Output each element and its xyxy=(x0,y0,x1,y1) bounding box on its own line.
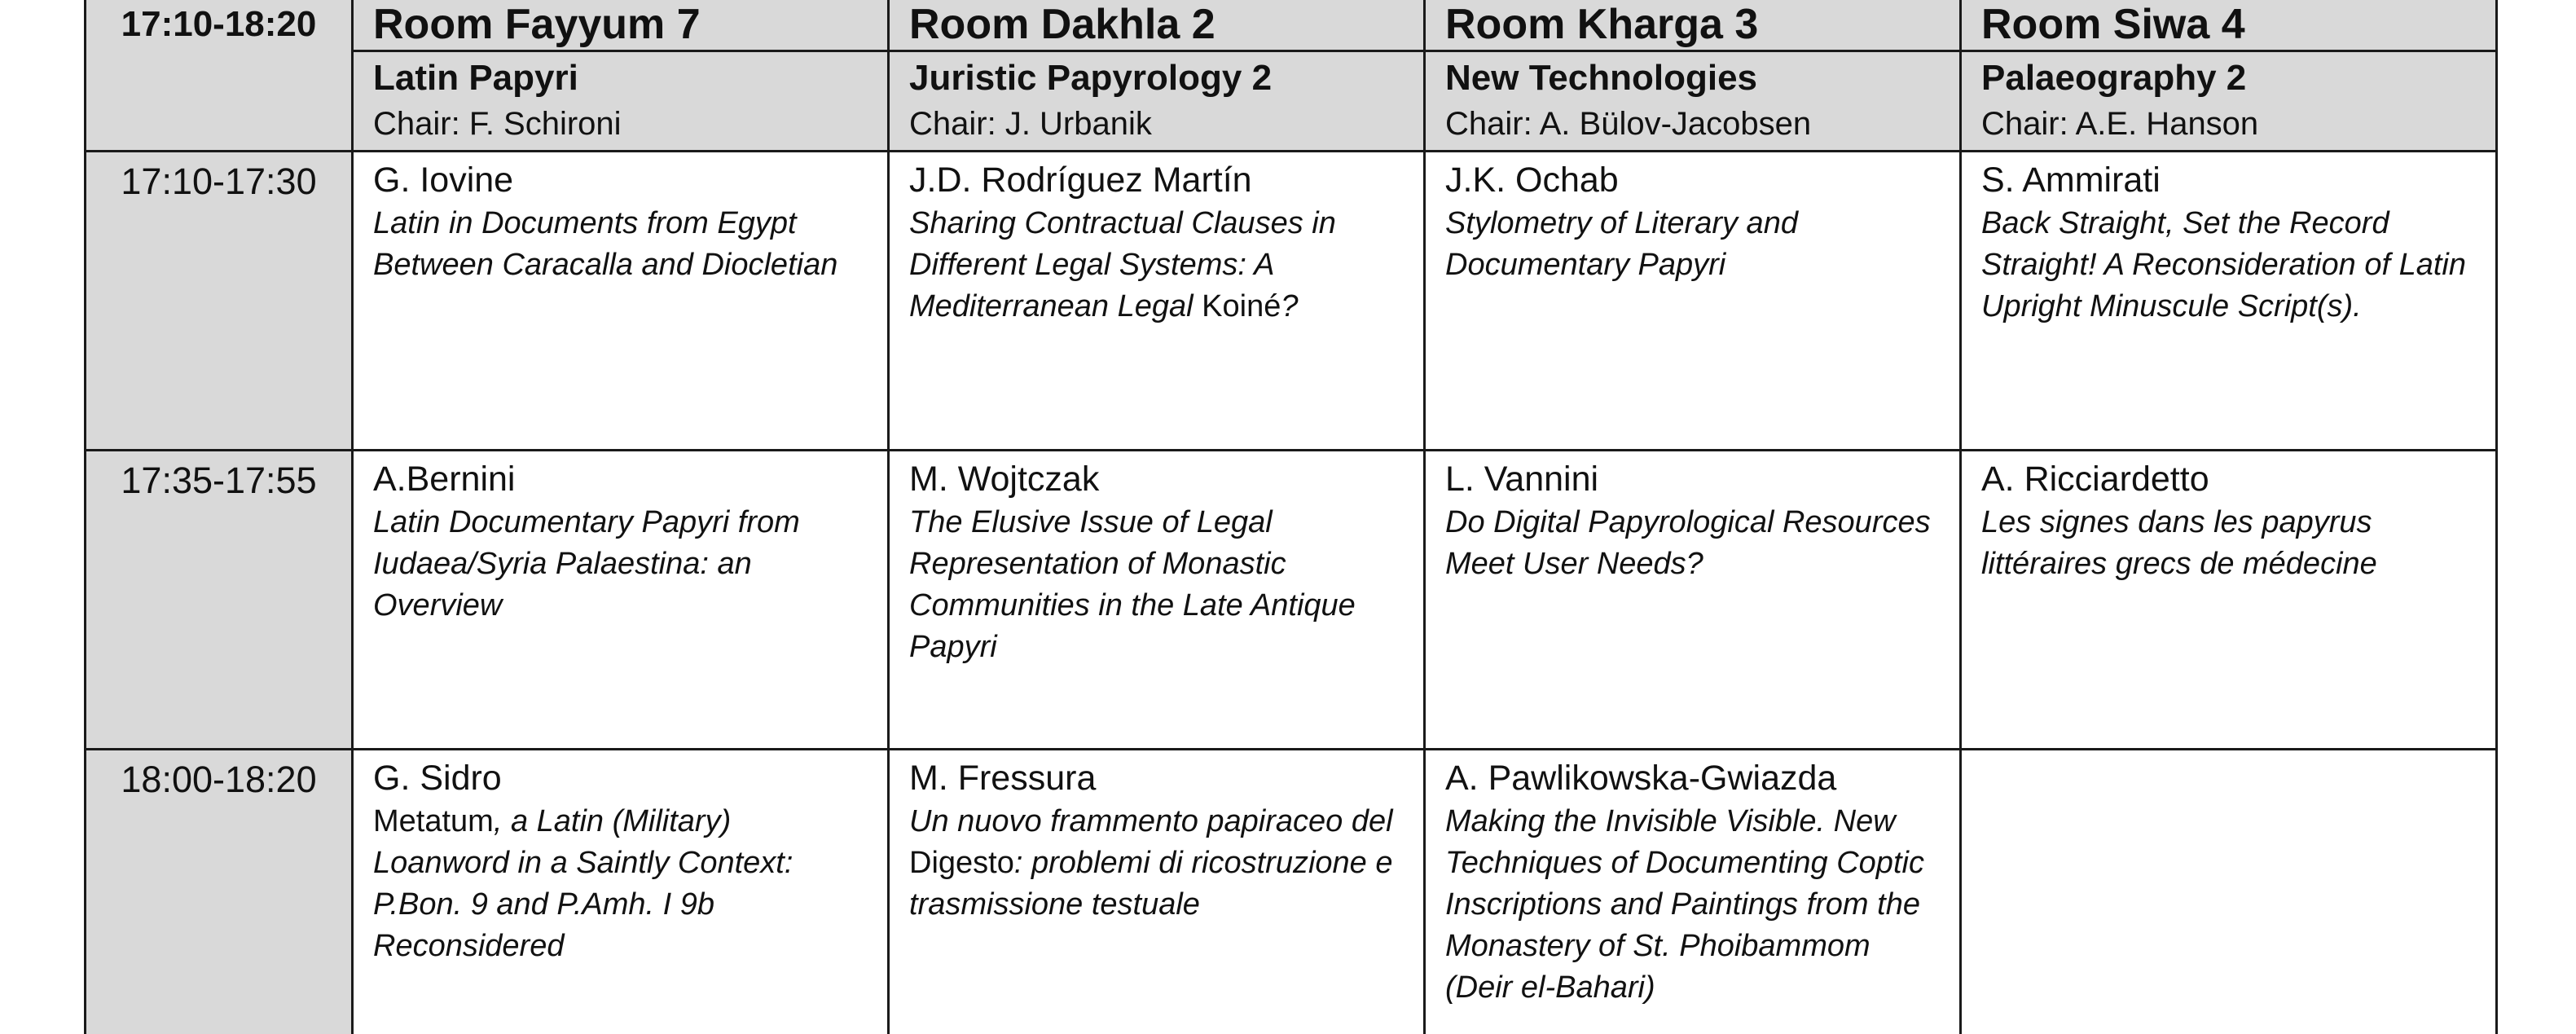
empty-talk-cell xyxy=(1961,750,2497,1034)
talk-title-text: Un nuovo frammento papiraceo del xyxy=(909,804,1393,838)
session-header xyxy=(889,51,1425,152)
talk-title: Latin Documentary Papyri from Iudaea/Syria Palaestina: an Overview xyxy=(373,505,800,623)
speaker-name: G. Sidro xyxy=(373,759,502,798)
speaker-name: A.Bernini xyxy=(373,460,516,499)
talk-title-upright: Digesto xyxy=(909,846,1014,880)
session-header xyxy=(353,51,889,152)
talk-cell xyxy=(889,451,1425,750)
slot-time: 17:35-17:55 xyxy=(86,451,353,750)
talk-cell xyxy=(889,750,1425,1034)
speaker-name: L. Vannini xyxy=(1445,460,1599,499)
room-header xyxy=(353,0,889,51)
room-name: Room Siwa 4 xyxy=(1981,1,2245,48)
slot-time: 18:00-18:20 xyxy=(86,750,353,1034)
talk-title-upright: Koiné xyxy=(1202,289,1281,323)
talk-title: Latin in Documents from Egypt Between Caracalla and Diocletian xyxy=(373,206,838,282)
room-name: Room Fayyum 7 xyxy=(373,1,701,48)
talk-title: Back Straight, Set the Record Straight! A Reconsideration of Latin Upright Minuscule Script(s). xyxy=(1981,206,2466,323)
speaker-name: S. Ammirati xyxy=(1981,161,2161,200)
talk-title: Stylometry of Literary and Documentary Papyri xyxy=(1445,206,1798,282)
speaker-name: A. Ricciardetto xyxy=(1981,460,2209,499)
talk-title-tail: ? xyxy=(1281,289,1299,323)
talk-cell xyxy=(1425,152,1961,451)
session-title: Juristic Papyrology 2 xyxy=(909,58,1273,98)
talk-title: Do Digital Papyrological Resources Meet User Needs? xyxy=(1445,505,1931,581)
talk-cell xyxy=(1961,451,2497,750)
talk-title: Making the Invisible Visible. New Techniques of Documenting Coptic Inscriptions and Paintings from the Monastery of St. Phoibammom (Deir el-Bahari) xyxy=(1445,804,1924,1005)
talk-cell xyxy=(1425,750,1961,1034)
talk-title-text: , a Latin (Military) Loanword in a Saintly Context: P.Bon. 9 and P.Amh. I 9b Reconsidered xyxy=(373,804,793,963)
room-header-row xyxy=(86,0,2497,51)
talk-row xyxy=(86,152,2497,451)
talk-title-tail: : problemi di ricostruzione e trasmissione testuale xyxy=(909,846,1393,922)
session-header-row xyxy=(86,51,2497,152)
talk-cell xyxy=(1425,451,1961,750)
speaker-name: J.D. Rodríguez Martín xyxy=(909,161,1252,200)
speaker-name: J.K. Ochab xyxy=(1445,161,1619,200)
block-time: 17:10-18:20 xyxy=(86,0,353,152)
session-chair: Chair: J. Urbanik xyxy=(909,106,1152,142)
session-title: New Technologies xyxy=(1445,58,1758,98)
room-name: Room Kharga 3 xyxy=(1445,1,1759,48)
session-chair: Chair: A.E. Hanson xyxy=(1981,106,2259,142)
session-chair: Chair: F. Schironi xyxy=(373,106,622,142)
schedule-table xyxy=(84,0,2498,1034)
room-header xyxy=(1425,0,1961,51)
talk-row xyxy=(86,451,2497,750)
talk-cell xyxy=(353,451,889,750)
talk-cell xyxy=(353,750,889,1034)
talk-cell xyxy=(889,152,1425,451)
speaker-name: M. Fressura xyxy=(909,759,1097,798)
room-name: Room Dakhla 2 xyxy=(909,1,1215,48)
talk-title xyxy=(909,203,1404,328)
talk-row xyxy=(86,750,2497,1034)
talk-cell xyxy=(1961,152,2497,451)
session-title: Latin Papyri xyxy=(373,58,578,98)
room-header xyxy=(889,0,1425,51)
session-title: Palaeography 2 xyxy=(1981,58,2247,98)
talk-title xyxy=(373,801,868,967)
speaker-name: M. Wojtczak xyxy=(909,460,1100,499)
talk-cell xyxy=(353,152,889,451)
speaker-name: G. Iovine xyxy=(373,161,514,200)
talk-title: Les signes dans les papyrus littéraires grecs de médecine xyxy=(1981,505,2377,581)
talk-title: The Elusive Issue of Legal Representation of Monastic Communities in the Late Antique Papyri xyxy=(909,505,1356,664)
session-header xyxy=(1425,51,1961,152)
talk-title-text: Sharing Contractual Clauses in Different Legal Systems: A Mediterranean Legal xyxy=(909,206,1336,323)
slot-time: 17:10-17:30 xyxy=(86,152,353,451)
talk-title xyxy=(909,801,1404,926)
room-header xyxy=(1961,0,2497,51)
session-chair: Chair: A. Bülov-Jacobsen xyxy=(1445,106,1812,142)
session-header xyxy=(1961,51,2497,152)
talk-title-upright: Metatum xyxy=(373,804,494,838)
speaker-name: A. Pawlikowska-Gwiazda xyxy=(1445,759,1837,798)
